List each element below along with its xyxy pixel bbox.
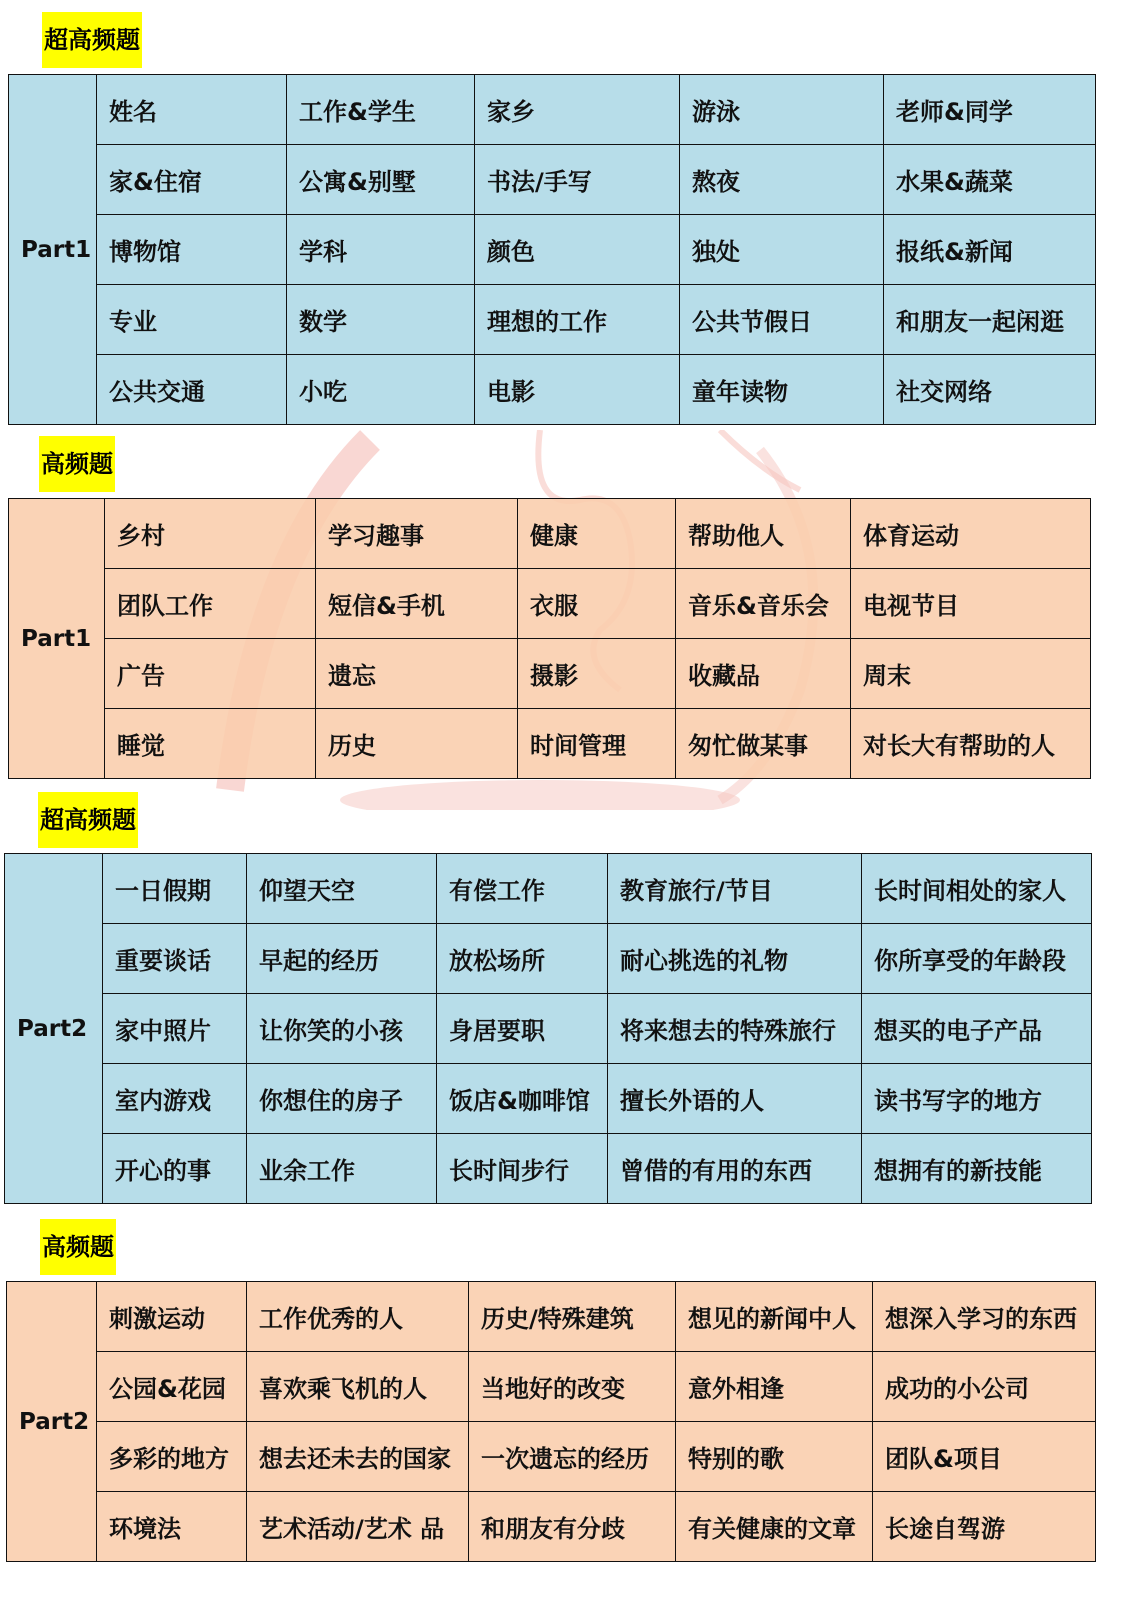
section-label-part2-super-high: 超高频题	[38, 792, 138, 848]
topic-cell: 仰望天空	[247, 854, 437, 924]
part-label: Part1	[9, 75, 97, 425]
topic-cell: 家中照片	[103, 994, 247, 1064]
topic-cell: 家&住宿	[97, 145, 287, 215]
table-row	[9, 355, 1096, 425]
topic-cell: 学科	[287, 215, 475, 285]
topic-cell: 电视节目	[851, 569, 1091, 639]
table-row	[5, 994, 1092, 1064]
topic-cell: 饭店&咖啡馆	[437, 1064, 608, 1134]
topic-cell: 体育运动	[851, 499, 1091, 569]
topic-cell: 周末	[851, 639, 1091, 709]
topic-cell: 老师&同学	[884, 75, 1096, 145]
topic-cell: 你想住的房子	[247, 1064, 437, 1134]
topic-cell: 衣服	[518, 569, 676, 639]
topic-cell: 早起的经历	[247, 924, 437, 994]
part-label: Part1	[9, 499, 105, 779]
table-row	[9, 499, 1091, 569]
topic-cell: 开心的事	[103, 1134, 247, 1204]
part-label: Part2	[5, 854, 103, 1204]
topic-cell: 社交网络	[884, 355, 1096, 425]
topic-cell: 曾借的有用的东西	[608, 1134, 862, 1204]
topic-cell: 公寓&别墅	[287, 145, 475, 215]
topic-cell: 一日假期	[103, 854, 247, 924]
topic-cell: 公共交通	[97, 355, 287, 425]
topic-cell: 匆忙做某事	[676, 709, 851, 779]
topic-cell: 室内游戏	[103, 1064, 247, 1134]
topic-cell: 报纸&新闻	[884, 215, 1096, 285]
topic-cell: 你所享受的年龄段	[862, 924, 1092, 994]
topic-table-part2-high	[6, 1281, 1096, 1562]
topic-cell: 想拥有的新技能	[862, 1134, 1092, 1204]
topic-cell: 喜欢乘飞机的人	[247, 1352, 469, 1422]
topic-cell: 童年读物	[680, 355, 884, 425]
section-label-part1-super-high: 超高频题	[42, 12, 142, 68]
topic-cell: 公共节假日	[680, 285, 884, 355]
topic-cell: 擅长外语的人	[608, 1064, 862, 1134]
topic-cell: 历史	[316, 709, 518, 779]
topic-cell: 游泳	[680, 75, 884, 145]
topic-cell: 重要谈话	[103, 924, 247, 994]
table-row	[7, 1282, 1096, 1352]
table-row	[9, 75, 1096, 145]
topic-cell: 专业	[97, 285, 287, 355]
topic-cell: 让你笑的小孩	[247, 994, 437, 1064]
topic-cell: 熬夜	[680, 145, 884, 215]
topic-cell: 教育旅行/节目	[608, 854, 862, 924]
table-row	[9, 569, 1091, 639]
topic-cell: 颜色	[475, 215, 680, 285]
topic-cell: 公园&花园	[97, 1352, 247, 1422]
topic-cell: 电影	[475, 355, 680, 425]
topic-cell: 姓名	[97, 75, 287, 145]
topic-cell: 耐心挑选的礼物	[608, 924, 862, 994]
table-row	[7, 1492, 1096, 1562]
topic-cell: 博物馆	[97, 215, 287, 285]
table-row	[5, 854, 1092, 924]
topic-cell: 有偿工作	[437, 854, 608, 924]
topic-cell: 书法/手写	[475, 145, 680, 215]
topic-cell: 家乡	[475, 75, 680, 145]
topic-cell: 独处	[680, 215, 884, 285]
topic-cell: 遗忘	[316, 639, 518, 709]
topic-cell: 广告	[105, 639, 316, 709]
topic-cell: 意外相逢	[676, 1352, 873, 1422]
topic-cell: 当地好的改变	[469, 1352, 676, 1422]
topic-cell: 学习趣事	[316, 499, 518, 569]
topic-cell: 团队&项目	[873, 1422, 1096, 1492]
table-row	[9, 639, 1091, 709]
topic-cell: 想深入学习的东西	[873, 1282, 1096, 1352]
topic-cell: 将来想去的特殊旅行	[608, 994, 862, 1064]
section-label-part1-high: 高频题	[39, 436, 115, 492]
topic-cell: 摄影	[518, 639, 676, 709]
topic-cell: 长途自驾游	[873, 1492, 1096, 1562]
table-row	[7, 1422, 1096, 1492]
topic-cell: 历史/特殊建筑	[469, 1282, 676, 1352]
topic-cell: 想买的电子产品	[862, 994, 1092, 1064]
topic-cell: 和朋友有分歧	[469, 1492, 676, 1562]
topic-cell: 业余工作	[247, 1134, 437, 1204]
topic-table-part2-super-high	[4, 853, 1092, 1204]
table-row	[9, 285, 1096, 355]
topic-cell: 音乐&音乐会	[676, 569, 851, 639]
table-row	[5, 1134, 1092, 1204]
topic-cell: 对长大有帮助的人	[851, 709, 1091, 779]
topic-cell: 读书写字的地方	[862, 1064, 1092, 1134]
topic-cell: 想去还未去的国家	[247, 1422, 469, 1492]
topic-cell: 环境法	[97, 1492, 247, 1562]
topic-cell: 乡村	[105, 499, 316, 569]
table-row	[5, 1064, 1092, 1134]
topic-cell: 团队工作	[105, 569, 316, 639]
table-row	[9, 709, 1091, 779]
topic-cell: 刺激运动	[97, 1282, 247, 1352]
topic-cell: 收藏品	[676, 639, 851, 709]
topic-cell: 放松场所	[437, 924, 608, 994]
topic-cell: 帮助他人	[676, 499, 851, 569]
topic-cell: 睡觉	[105, 709, 316, 779]
topic-cell: 小吃	[287, 355, 475, 425]
topic-cell: 想见的新闻中人	[676, 1282, 873, 1352]
topic-cell: 数学	[287, 285, 475, 355]
topic-cell: 长时间步行	[437, 1134, 608, 1204]
topic-cell: 短信&手机	[316, 569, 518, 639]
topic-cell: 理想的工作	[475, 285, 680, 355]
section-label-part2-high: 高频题	[40, 1219, 116, 1275]
topic-cell: 身居要职	[437, 994, 608, 1064]
part-label: Part2	[7, 1282, 97, 1562]
table-row	[9, 145, 1096, 215]
topic-cell: 水果&蔬菜	[884, 145, 1096, 215]
topic-cell: 时间管理	[518, 709, 676, 779]
table-row	[5, 924, 1092, 994]
table-row	[7, 1352, 1096, 1422]
topic-cell: 多彩的地方	[97, 1422, 247, 1492]
topic-cell: 成功的小公司	[873, 1352, 1096, 1422]
topic-cell: 和朋友一起闲逛	[884, 285, 1096, 355]
topic-cell: 工作&学生	[287, 75, 475, 145]
topic-cell: 有关健康的文章	[676, 1492, 873, 1562]
topic-cell: 健康	[518, 499, 676, 569]
table-row	[9, 215, 1096, 285]
topic-cell: 长时间相处的家人	[862, 854, 1092, 924]
topic-cell: 一次遗忘的经历	[469, 1422, 676, 1492]
topic-cell: 特别的歌	[676, 1422, 873, 1492]
topic-table-part1-high	[8, 498, 1091, 779]
topic-table-part1-super-high	[8, 74, 1096, 425]
topic-cell: 艺术活动/艺术 品	[247, 1492, 469, 1562]
topic-cell: 工作优秀的人	[247, 1282, 469, 1352]
